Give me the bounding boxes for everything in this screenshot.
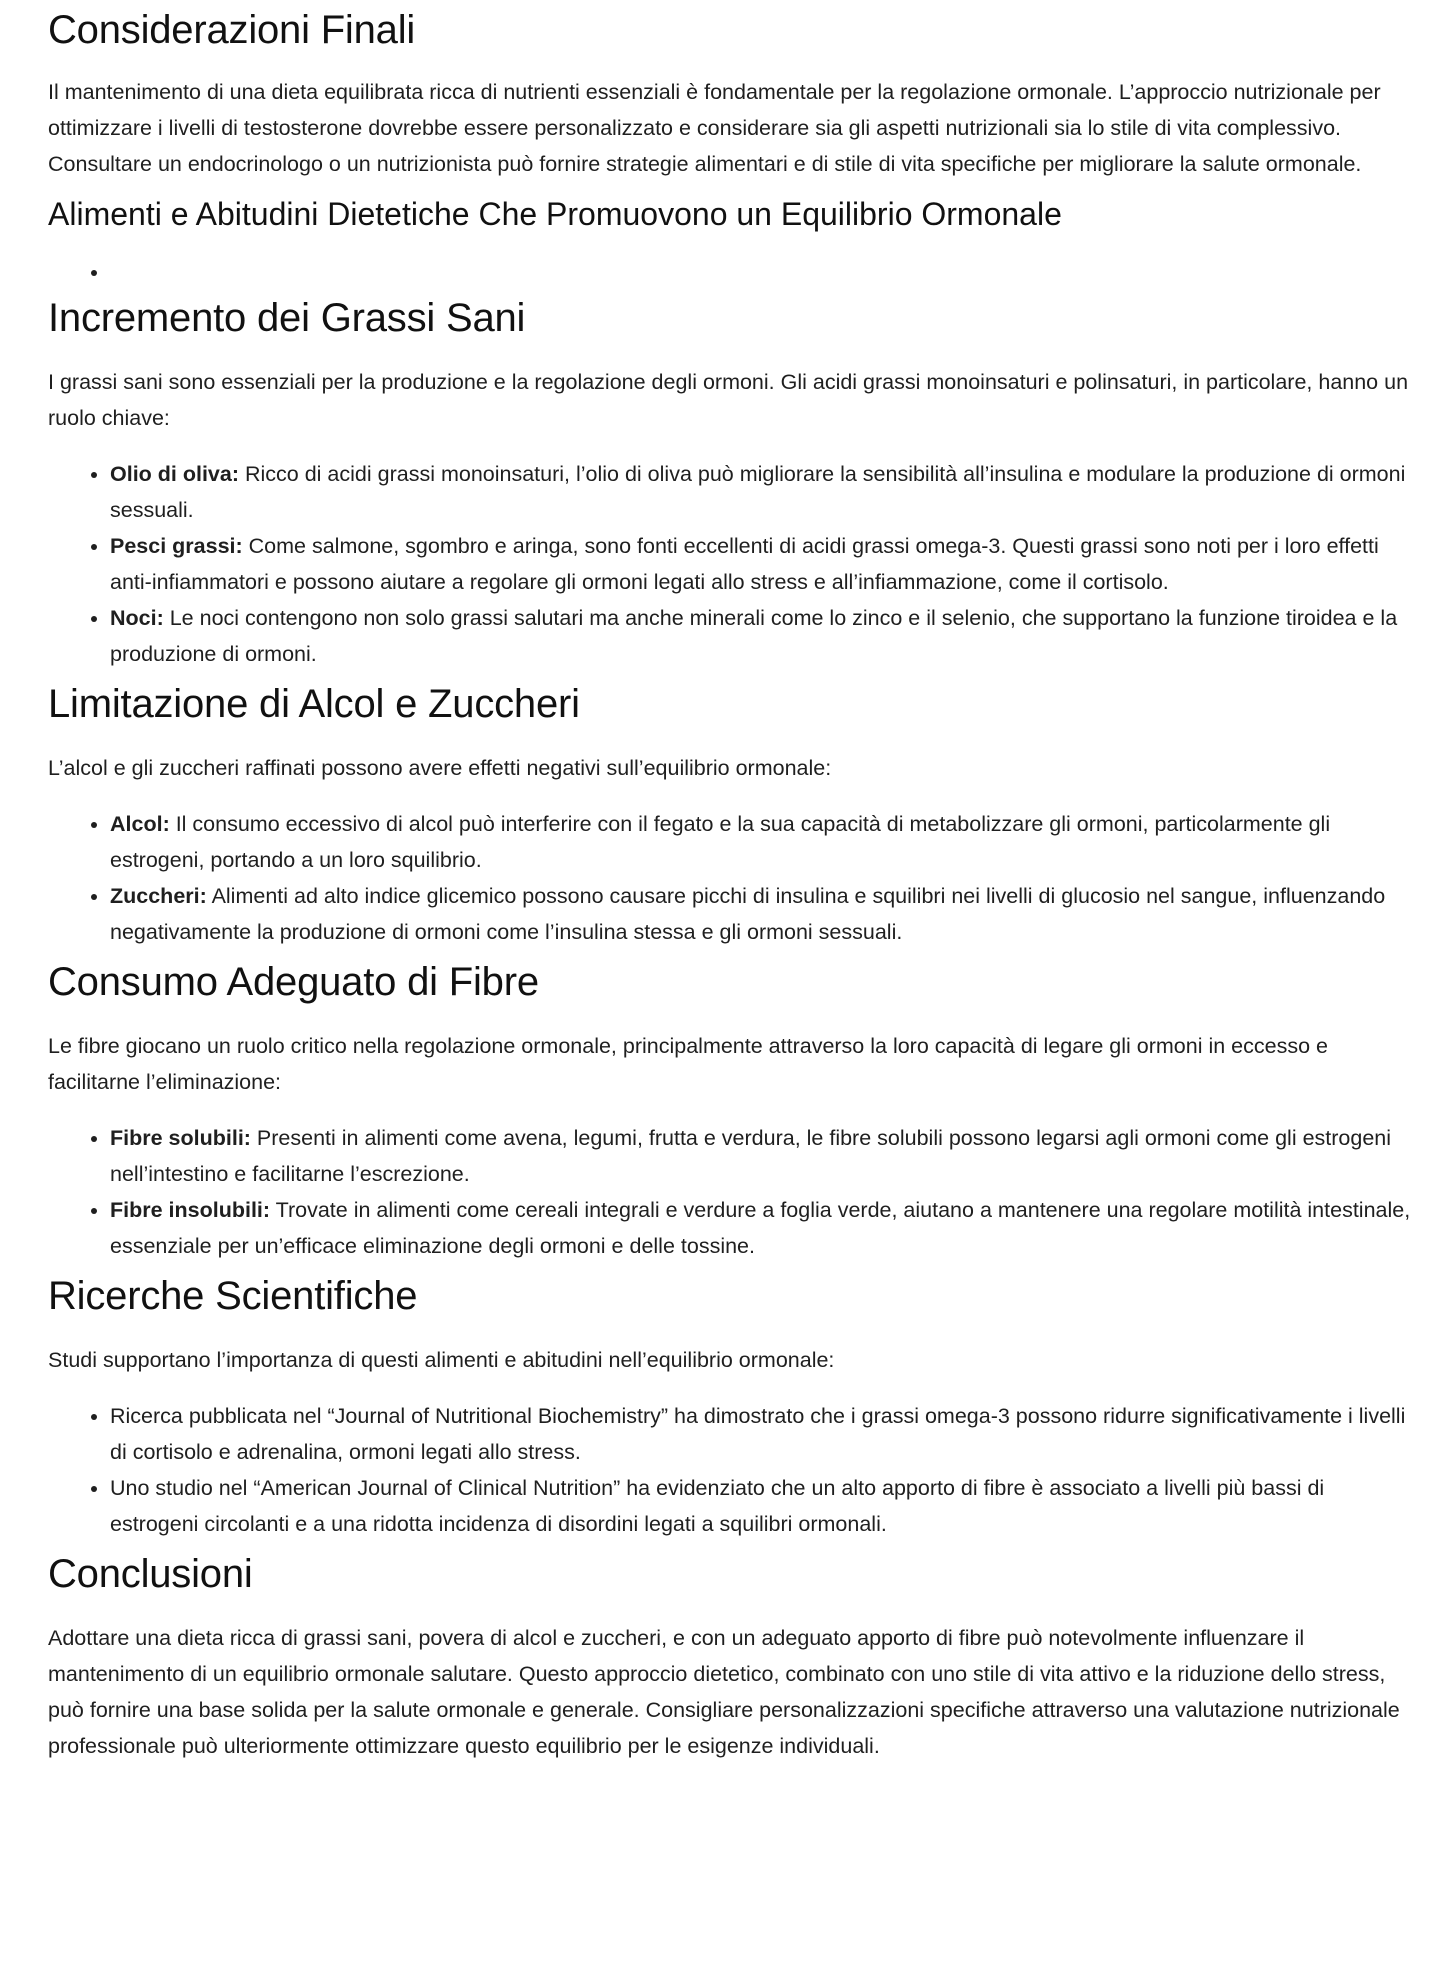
list-item-ricerca-2: • Uno studio nel “American Journal of Clinical Nutrition” ha evidenziato che un alto apporto di fibre è associato a livelli più bassi di estrogeni circolanti e a una ridotta incidenza di disordini legati a squilibri ormonali. bbox=[110, 1470, 1418, 1542]
heading-conclusioni: Conclusioni bbox=[48, 1552, 253, 1596]
list-item-label: Pesci grassi: bbox=[110, 534, 243, 558]
heading-considerazioni-finali: Considerazioni Finali bbox=[48, 8, 416, 52]
list-item-text: Trovate in alimenti come cereali integrali e verdure a foglia verde, aiutano a mantenere una regolare motilità intestinale, essenziale per un’efficace eliminazione degli ormoni e delle tossine. bbox=[110, 1198, 1411, 1258]
list-item-label: Olio di oliva: bbox=[110, 462, 240, 486]
list-item-text: Le noci contengono non solo grassi salutari ma anche minerali come lo zinco e il selenio, che supportano la funzione tiroidea e la produzione di ormoni. bbox=[110, 606, 1398, 666]
heading-alcol-zuccheri: Limitazione di Alcol e Zuccheri bbox=[48, 682, 580, 726]
list-item-alcol bbox=[110, 806, 1418, 878]
list-item-ricerca-1: • Ricerca pubblicata nel “Journal of Nutritional Biochemistry” ha dimostrato che i grassi omega-3 possono ridurre significativamente i livelli di cortisolo e adrenalina, ormoni legati allo stress. bbox=[110, 1398, 1418, 1470]
list-item-fibre-solubili bbox=[110, 1120, 1418, 1192]
paragraph-alcol-intro: L’alcol e gli zuccheri raffinati possono avere effetti negativi sull’equilibrio ormonale: bbox=[48, 756, 832, 780]
list-item-noci bbox=[110, 600, 1418, 672]
list-item-text: Come salmone, sgombro e aringa, sono fonti eccellenti di acidi grassi omega-3. Questi grassi sono noti per i loro effetti anti-infiammatori e possono aiutare a regolare gli ormoni legati allo stress e all’infiammazione, come il cortisolo. bbox=[110, 534, 1379, 594]
list-alcol bbox=[48, 806, 1418, 950]
article bbox=[48, 0, 1418, 1774]
list-item-text: Alimenti ad alto indice glicemico possono causare picchi di insulina e squilibri nei livelli di glucosio nel sangue, influenzando negativamente la produzione di ormoni come l’insulina stessa e gli ormoni sessuali. bbox=[110, 884, 1386, 944]
heading-grassi-sani: Incremento dei Grassi Sani bbox=[48, 296, 526, 340]
list-item-label: Fibre insolubili: bbox=[110, 1198, 271, 1222]
paragraph-grassi-intro: I grassi sani sono essenziali per la produzione e la regolazione degli ormoni. Gli acidi grassi monoinsaturi e polinsaturi, in particolare, hanno un ruolo chiave: bbox=[48, 370, 1409, 430]
list-item-text: Ricco di acidi grassi monoinsaturi, l’olio di oliva può migliorare la sensibilità all’insulina e modulare la produzione di ormoni sessuali. bbox=[110, 462, 1406, 522]
list-item-olio bbox=[110, 456, 1418, 528]
list-item-text: Presenti in alimenti come avena, legumi, frutta e verdura, le fibre solubili possono legarsi agli ormoni come gli estrogeni nell’intestino e facilitarne l’escrezione. bbox=[110, 1126, 1392, 1186]
paragraph-fibre-intro: Le fibre giocano un ruolo critico nella regolazione ormonale, principalmente attraverso la loro capacità di legare gli ormoni in eccesso e facilitarne l’eliminazione: bbox=[48, 1034, 1328, 1094]
list-ricerche bbox=[48, 1398, 1418, 1542]
paragraph-ricerche-intro: Studi supportano l’importanza di questi alimenti e abitudini nell’equilibrio ormonale: bbox=[48, 1348, 835, 1372]
list-item-label: Zuccheri: bbox=[110, 884, 207, 908]
list-item-pesci bbox=[110, 528, 1418, 600]
heading-ricerche: Ricerche Scientifiche bbox=[48, 1274, 418, 1318]
paragraph-conclusioni: Adottare una dieta ricca di grassi sani, povera di alcol e zuccheri, e con un adeguato apporto di fibre può notevolmente influenzare il mantenimento di un equilibrio ormonale salutare. Questo approccio dietetico, combinato con uno stile di vita attivo e la riduzione dello stress, può fornire una base solida per la salute ormonale e generale. Consigliare personalizzazioni specifiche attraverso una valutazione nutrizionale professionale può ulteriormente ottimizzare questo equilibrio per le esigenze individuali. bbox=[48, 1626, 1400, 1758]
list-item-label: Fibre solubili: bbox=[110, 1126, 251, 1150]
list-item-zuccheri bbox=[110, 878, 1418, 950]
heading-fibre: Consumo Adeguato di Fibre bbox=[48, 960, 539, 1004]
list-item-fibre-insolubili bbox=[110, 1192, 1418, 1264]
empty-bullet-list bbox=[48, 254, 1418, 290]
heading-alimenti-abitudini: Alimenti e Abitudini Dietetiche Che Promuovono un Equilibrio Ormonale bbox=[48, 196, 1062, 232]
list-fibre bbox=[48, 1120, 1418, 1264]
paragraph-considerazioni: Il mantenimento di una dieta equilibrata ricca di nutrienti essenziali è fondamentale per la regolazione ormonale. L’approccio nutrizionale per ottimizzare i livelli di testosterone dovrebbe essere personalizzato e considerare sia gli aspetti nutrizionali sia lo stile di vita complessivo. Consultare un endocrinologo o un nutrizionista può fornire strategie alimentari e di stile di vita specifiche per migliorare la salute ormonale. bbox=[48, 80, 1381, 176]
list-item-text: Il consumo eccessivo di alcol può interferire con il fegato e la sua capacità di metabolizzare gli ormoni, particolarmente gli estrogeni, portando a un loro squilibrio. bbox=[110, 812, 1331, 872]
list-item-label: Alcol: bbox=[110, 812, 170, 836]
list-grassi bbox=[48, 456, 1418, 672]
list-item-label: Noci: bbox=[110, 606, 164, 630]
empty-list-item bbox=[110, 254, 1418, 290]
